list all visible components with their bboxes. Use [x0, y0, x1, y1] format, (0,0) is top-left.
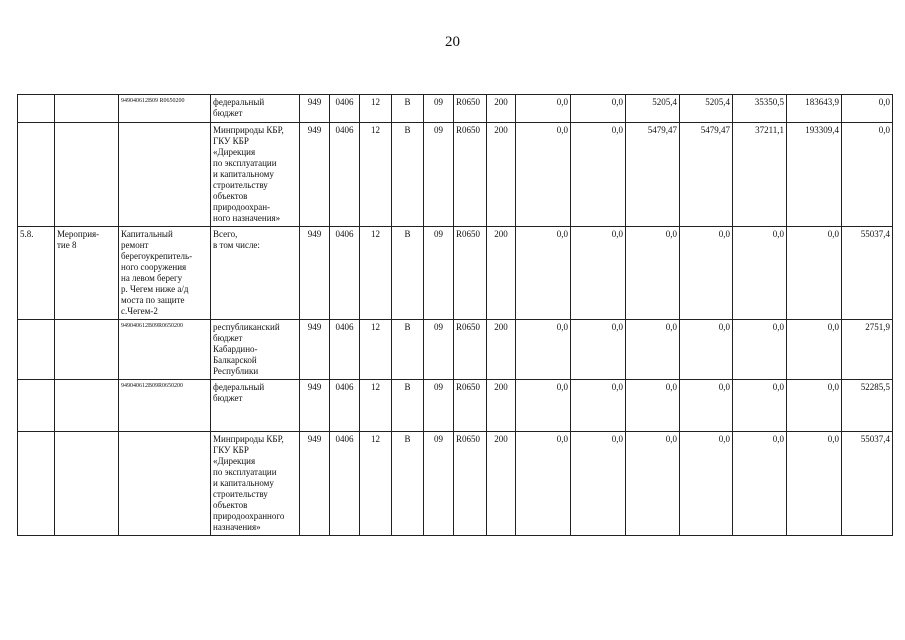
table-row	[18, 123, 893, 227]
cell-v2: 0,0	[571, 380, 626, 432]
cell-vr: 200	[487, 320, 516, 380]
cell-v4: 0,0	[680, 432, 733, 536]
cell-source: федеральный бюджет	[211, 380, 300, 432]
cell-v1: 0,0	[516, 95, 571, 123]
cell-event-type	[55, 123, 119, 227]
cell-om: 09	[424, 432, 454, 536]
cell-index	[18, 380, 55, 432]
cell-v3: 0,0	[626, 227, 680, 320]
cell-v6: 0,0	[787, 227, 842, 320]
cell-vr: 200	[487, 432, 516, 536]
cell-source: республиканский бюджет Кабардино- Балкарской Республики	[211, 320, 300, 380]
cell-v6: 0,0	[787, 432, 842, 536]
cell-index	[18, 320, 55, 380]
cell-v3: 0,0	[626, 320, 680, 380]
cell-index: 5.8.	[18, 227, 55, 320]
cell-pgp: В	[392, 95, 424, 123]
cell-index	[18, 123, 55, 227]
cell-v2: 0,0	[571, 432, 626, 536]
cell-vr: 200	[487, 123, 516, 227]
cell-event-name	[119, 380, 211, 432]
cell-v4: 5205,4	[680, 95, 733, 123]
cell-event-type	[55, 320, 119, 380]
cell-v2: 0,0	[571, 227, 626, 320]
cell-v5: 0,0	[733, 432, 787, 536]
cell-dir: R0650	[454, 320, 487, 380]
cell-event-name	[119, 432, 211, 536]
cell-v1: 0,0	[516, 432, 571, 536]
cell-vr: 200	[487, 95, 516, 123]
cell-v4: 0,0	[680, 320, 733, 380]
cell-v1: 0,0	[516, 380, 571, 432]
budget-code: 949040612B09 R0650200	[121, 98, 185, 104]
cell-v5: 35350,5	[733, 95, 787, 123]
cell-gp: 12	[360, 432, 392, 536]
cell-dir: R0650	[454, 432, 487, 536]
cell-v3: 0,0	[626, 380, 680, 432]
cell-v3: 0,0	[626, 432, 680, 536]
cell-pgp: В	[392, 320, 424, 380]
event-name: Капитальный ремонт берегоукрепитель- ного сооружения на левом берегу р. Чегем ниже а/д моста по защите с.Чегем-2	[121, 229, 193, 316]
cell-rzpr: 0406	[330, 95, 360, 123]
cell-pgp: В	[392, 380, 424, 432]
cell-event-type: Мероприя- тие 8	[55, 227, 119, 320]
cell-rzpr: 0406	[330, 432, 360, 536]
cell-v7: 52285,5	[842, 380, 893, 432]
cell-event-type	[55, 432, 119, 536]
table-row	[18, 320, 893, 380]
table-row	[18, 432, 893, 536]
cell-v1: 0,0	[516, 227, 571, 320]
cell-gp: 12	[360, 123, 392, 227]
cell-om: 09	[424, 123, 454, 227]
cell-om: 09	[424, 380, 454, 432]
cell-v6: 183643,9	[787, 95, 842, 123]
cell-v7: 55037,4	[842, 432, 893, 536]
cell-rzpr: 0406	[330, 123, 360, 227]
cell-v4: 5479,47	[680, 123, 733, 227]
cell-event-type	[55, 95, 119, 123]
cell-v5: 0,0	[733, 320, 787, 380]
cell-v6: 0,0	[787, 380, 842, 432]
cell-pgp: В	[392, 432, 424, 536]
cell-v5: 0,0	[733, 227, 787, 320]
cell-v5: 0,0	[733, 380, 787, 432]
cell-rzpr: 0406	[330, 380, 360, 432]
cell-v3: 5479,47	[626, 123, 680, 227]
budget-code: 949040612B09R0650200	[121, 383, 184, 389]
cell-vr: 200	[487, 380, 516, 432]
cell-rzpr: 0406	[330, 320, 360, 380]
cell-event-name	[119, 95, 211, 123]
cell-grbs: 949	[300, 95, 330, 123]
table-row	[18, 380, 893, 432]
cell-om: 09	[424, 227, 454, 320]
cell-rzpr: 0406	[330, 227, 360, 320]
cell-dir: R0650	[454, 380, 487, 432]
cell-v2: 0,0	[571, 95, 626, 123]
cell-grbs: 949	[300, 380, 330, 432]
cell-gp: 12	[360, 227, 392, 320]
cell-event-type	[55, 380, 119, 432]
page-number: 20	[445, 34, 460, 50]
cell-v4: 0,0	[680, 227, 733, 320]
cell-v7: 0,0	[842, 95, 893, 123]
cell-vr: 200	[487, 227, 516, 320]
cell-source: Минприроды КБР, ГКУ КБР «Дирекция по эксплуатации и капитальному строительству объектов природоохран- ного назначения»	[211, 123, 300, 227]
cell-gp: 12	[360, 380, 392, 432]
cell-v7: 0,0	[842, 123, 893, 227]
cell-index	[18, 432, 55, 536]
cell-v6: 0,0	[787, 320, 842, 380]
cell-dir: R0650	[454, 95, 487, 123]
cell-v3: 5205,4	[626, 95, 680, 123]
cell-grbs: 949	[300, 227, 330, 320]
cell-v4: 0,0	[680, 380, 733, 432]
cell-grbs: 949	[300, 123, 330, 227]
cell-om: 09	[424, 95, 454, 123]
cell-om: 09	[424, 320, 454, 380]
cell-event-name	[119, 123, 211, 227]
budget-table	[17, 94, 893, 536]
cell-pgp: В	[392, 227, 424, 320]
cell-v7: 55037,4	[842, 227, 893, 320]
cell-v5: 37211,1	[733, 123, 787, 227]
cell-gp: 12	[360, 95, 392, 123]
cell-event-name	[119, 320, 211, 380]
cell-source: Минприроды КБР, ГКУ КБР «Дирекция по эксплуатации и капитальному строительству объектов природоохранного назначения»	[211, 432, 300, 536]
table-row	[18, 227, 893, 320]
cell-event-name	[119, 227, 211, 320]
cell-dir: R0650	[454, 227, 487, 320]
cell-grbs: 949	[300, 432, 330, 536]
cell-pgp: В	[392, 123, 424, 227]
cell-v2: 0,0	[571, 320, 626, 380]
cell-index	[18, 95, 55, 123]
cell-v1: 0,0	[516, 320, 571, 380]
cell-source: Всего, в том числе:	[211, 227, 300, 320]
cell-gp: 12	[360, 320, 392, 380]
cell-grbs: 949	[300, 320, 330, 380]
cell-v1: 0,0	[516, 123, 571, 227]
table-row	[18, 95, 893, 123]
cell-v6: 193309,4	[787, 123, 842, 227]
cell-v2: 0,0	[571, 123, 626, 227]
cell-source: федеральный бюджет	[211, 95, 300, 123]
cell-v7: 2751,9	[842, 320, 893, 380]
budget-code: 949040612B09R0650200	[121, 323, 184, 329]
cell-dir: R0650	[454, 123, 487, 227]
